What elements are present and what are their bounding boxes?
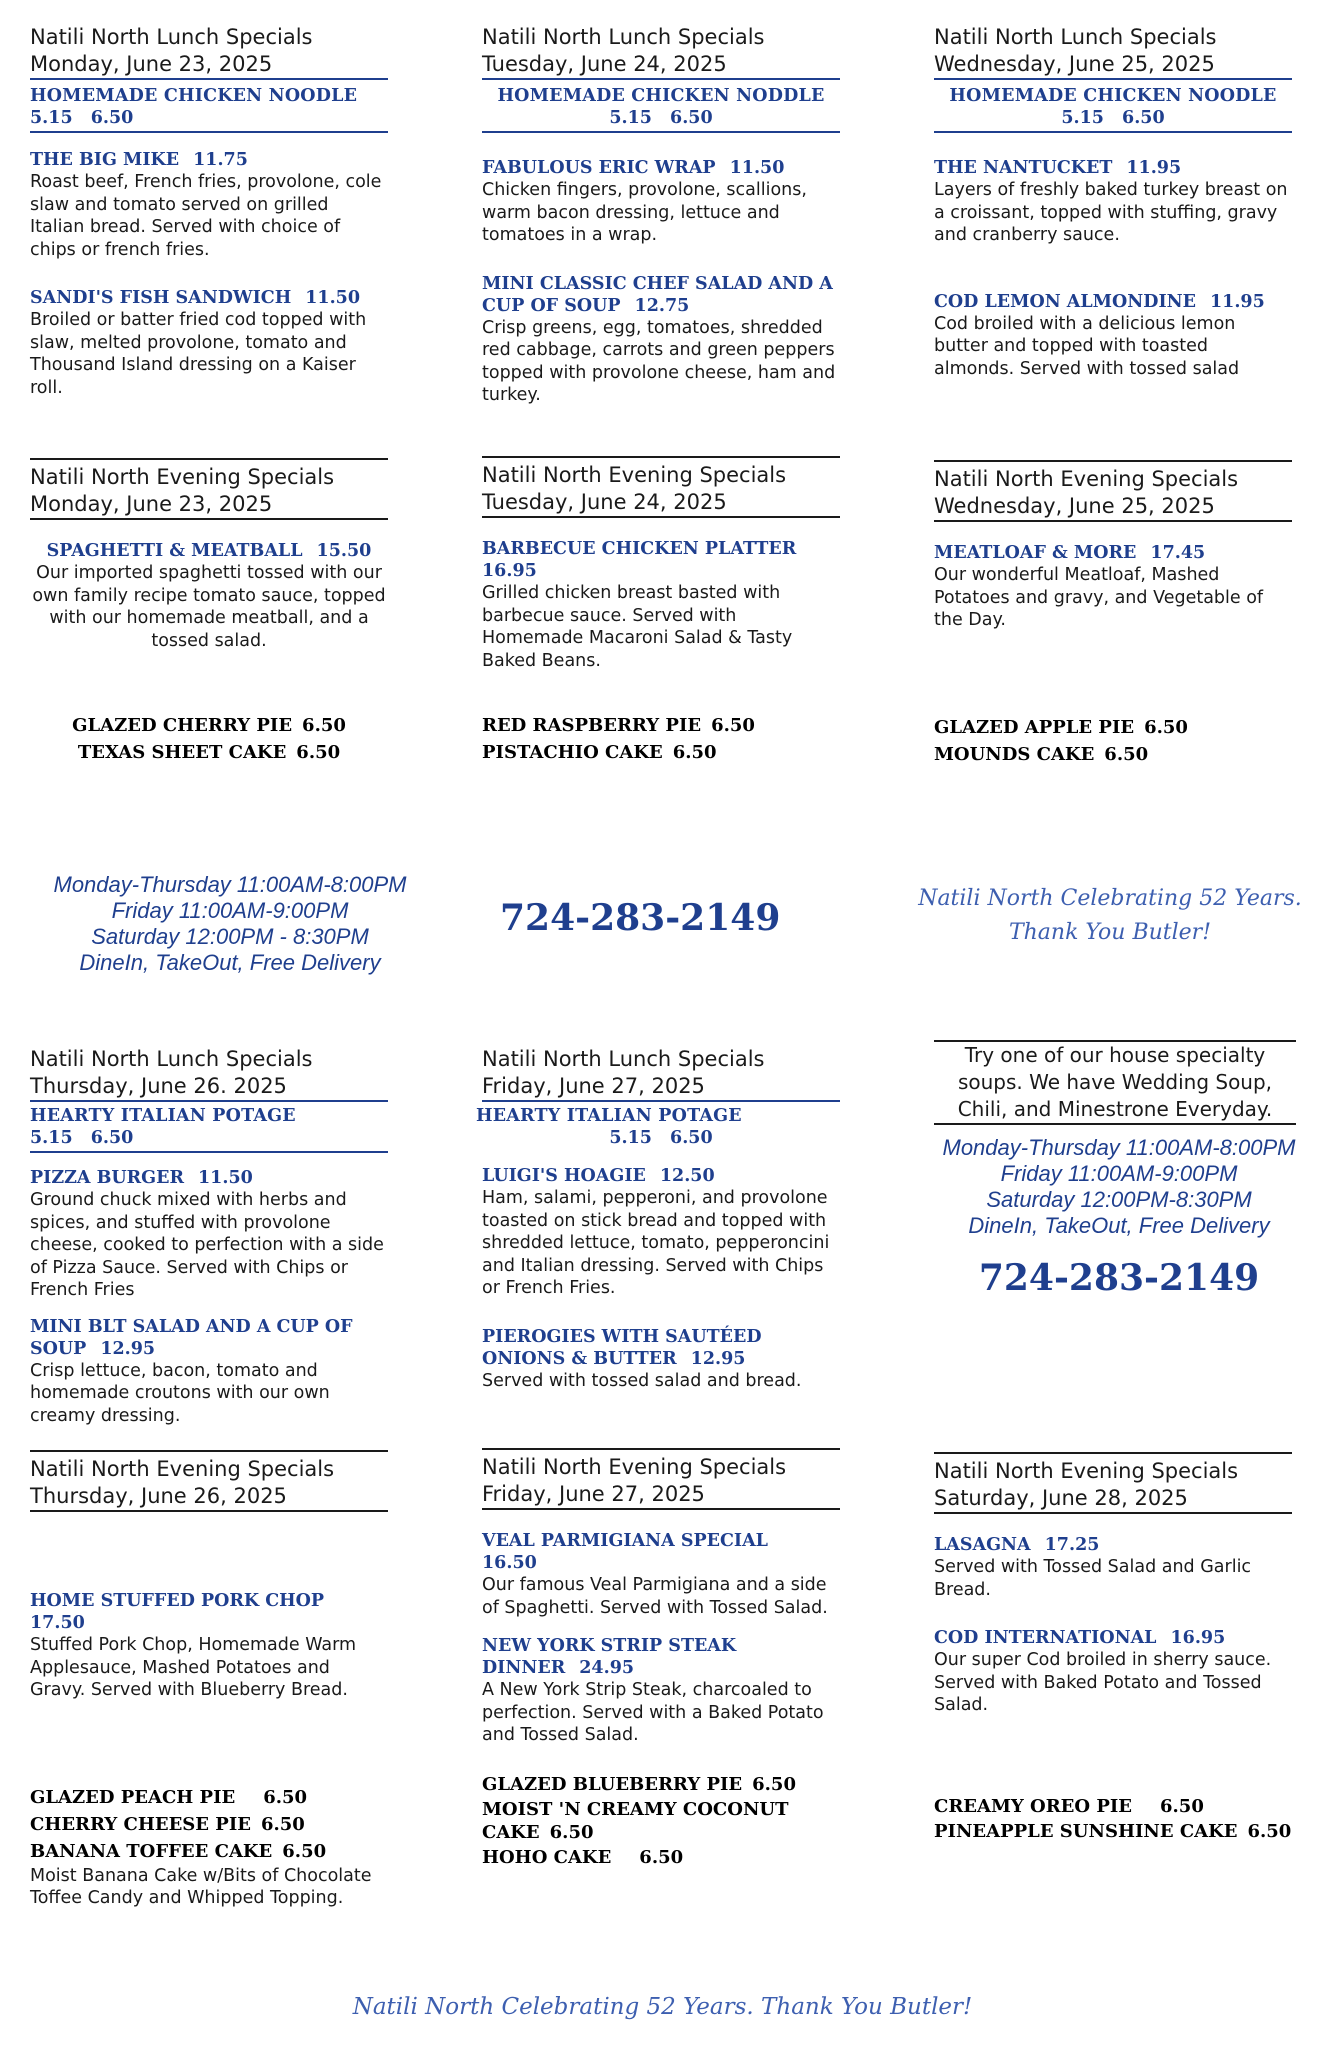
- dessert-name: RED RASPBERRY PIE: [482, 715, 702, 736]
- soup-name: HEARTY ITALIAN POTAGE: [30, 1106, 296, 1126]
- dish-name: LUIGI'S HOAGIE: [482, 1166, 646, 1186]
- celebration-line: Thank You Butler!: [1008, 920, 1212, 945]
- dish-description: Served with Tossed Salad and Garlic Bread.: [934, 1557, 1252, 1600]
- dish-description: Served with tossed salad and bread.: [482, 1370, 802, 1391]
- dish-title: [482, 1326, 840, 1370]
- evening-saturday: [934, 1452, 1292, 1843]
- dessert-item: [30, 712, 388, 739]
- section-date: Monday, June 23, 2025: [30, 52, 273, 76]
- hours-line: Saturday 12:00PM - 8:30PM: [91, 924, 369, 949]
- dish-description: Grilled chicken breast basted with barbecue sauce. Served with Homemade Macaroni Salad & Tasty Baked Beans.: [482, 583, 793, 671]
- hours-line: DineIn, TakeOut, Free Delivery: [968, 1213, 1270, 1238]
- dish-price: 16.95: [482, 561, 537, 581]
- footer-celebration: Natili North Celebrating 52 Years. Thank You Butler!: [352, 1994, 973, 2020]
- dessert-price: 6.50: [1247, 1820, 1292, 1842]
- dessert-price: 6.50: [752, 1773, 796, 1795]
- divider: [482, 1448, 840, 1450]
- evening-friday: [482, 1448, 840, 1871]
- dish-title: [30, 149, 388, 171]
- dish-price: 12.50: [659, 1166, 715, 1186]
- hours-line: DineIn, TakeOut, Free Delivery: [79, 950, 381, 975]
- dish-price: 11.75: [193, 150, 248, 170]
- dessert-item: [934, 1820, 1292, 1843]
- section-title: Natili North Evening Specials: [482, 463, 787, 487]
- hours-line: Monday-Thursday 11:00AM-8:00PM: [942, 1135, 1296, 1160]
- dish-name: VEAL PARMIGIANA SPECIAL: [482, 1531, 768, 1551]
- dish-description: Our super Cod broiled in sherry sauce. Served with Baked Potato and Tossed Salad.: [934, 1650, 1272, 1715]
- dessert-name: MOIST 'N CREAMY COCONUT CAKE: [482, 1798, 789, 1843]
- lunch-wednesday: [934, 24, 1292, 380]
- dish-description: Our imported spaghetti tossed with our own family recipe tomato sauce, topped with our homemade meatball, and a tossed salad.: [32, 563, 386, 651]
- section-title: Natili North Lunch Specials: [482, 25, 765, 49]
- dish-name: SANDI'S FISH SANDWICH: [30, 288, 292, 308]
- evening-monday: [30, 458, 388, 766]
- dish-title: [934, 542, 1292, 564]
- divider: [482, 1100, 840, 1102]
- dish-price: 17.25: [1044, 1535, 1100, 1555]
- dish-description: Stuffed Pork Chop, Homemade Warm Applesauce, Mashed Potatoes and Gravy. Served with Blueberry Bread.: [30, 1635, 357, 1700]
- lunch-thursday: [30, 1046, 388, 1427]
- dish-price: 11.50: [198, 1168, 253, 1188]
- specialty-soups-note: Try one of our house specialty soups. We have Wedding Soup, Chili, and Minestrone Everyday.: [957, 1043, 1273, 1121]
- dish-description: Crisp greens, egg, tomatoes, shredded red cabbage, carrots and green peppers topped with provolone cheese, ham and turkey.: [482, 317, 836, 405]
- soup-name: HOMEMADE CHICKEN NOODLE: [30, 86, 358, 106]
- hours-line: Friday 11:00AM-9:00PM: [1000, 1161, 1238, 1186]
- soup-name: HOMEMADE CHICKEN NODDLE: [497, 86, 825, 106]
- section-title: Natili North Evening Specials: [482, 1455, 787, 1479]
- dish-title: [482, 538, 840, 582]
- celebration-note: [900, 882, 1320, 950]
- dessert-description: Moist Banana Cake w/Bits of Chocolate Toffee Candy and Whipped Topping.: [30, 1865, 372, 1908]
- divider: [30, 1100, 388, 1102]
- dish-title: [30, 540, 388, 562]
- dish-description: Broiled or batter fried cod topped with slaw, melted provolone, tomato and Thousand Island dressing on a Kaiser roll.: [30, 310, 367, 398]
- section-title: Natili North Evening Specials: [30, 465, 335, 489]
- dish-title: [30, 1316, 388, 1360]
- section-date: Saturday, June 28, 2025: [934, 1486, 1188, 1510]
- dish-price: 11.95: [1209, 291, 1265, 312]
- lunch-monday: [30, 24, 388, 399]
- dessert-item: [934, 741, 1292, 768]
- dish-price: 24.95: [579, 1658, 635, 1678]
- hours-line: Friday 11:00AM-9:00PM: [111, 898, 349, 923]
- section-date: Friday, June 27, 2025: [482, 1074, 705, 1098]
- lunch-tuesday: [482, 24, 840, 407]
- divider: [30, 1450, 388, 1452]
- phone-number[interactable]: 724-283-2149: [978, 1257, 1260, 1299]
- dessert-price: 6.50: [1160, 1795, 1204, 1817]
- section-title: Natili North Lunch Specials: [30, 1047, 313, 1071]
- dish-name: MEATLOAF & MORE: [934, 543, 1137, 563]
- section-date: Monday, June 23, 2025: [30, 492, 273, 516]
- section-title: Natili North Evening Specials: [934, 467, 1239, 491]
- phone-number[interactable]: 724-283-2149: [500, 897, 781, 939]
- divider: [482, 456, 840, 458]
- section-date: Wednesday, June 25, 2025: [934, 494, 1215, 518]
- dish-name: NEW YORK STRIP STEAK DINNER: [482, 1636, 737, 1678]
- dessert-price: 6.50: [302, 715, 346, 736]
- dish-title: [30, 1590, 388, 1634]
- dish-title: [482, 157, 840, 179]
- dish-price: 16.95: [1170, 1628, 1226, 1648]
- dessert-item: [30, 1838, 388, 1865]
- dish-title: [30, 1167, 388, 1189]
- dessert-price: 6.50: [263, 1786, 308, 1808]
- section-title: Natili North Lunch Specials: [934, 25, 1217, 49]
- dish-name: HOME STUFFED PORK CHOP: [30, 1591, 325, 1611]
- dessert-item: [934, 1793, 1292, 1820]
- dish-name: LASAGNA: [934, 1535, 1031, 1555]
- dessert-item: [482, 1771, 840, 1798]
- evening-thursday: [30, 1450, 388, 1910]
- dessert-name: BANANA TOFFEE CAKE: [30, 1840, 273, 1862]
- dish-price: 12.95: [100, 1338, 156, 1359]
- soup-price: 5.15 6.50: [30, 108, 134, 128]
- dessert-name: CHERRY CHEESE PIE: [30, 1813, 251, 1835]
- divider: [30, 458, 388, 460]
- dish-price: 16.50: [482, 1553, 537, 1573]
- dessert-name: MOUNDS CAKE: [934, 743, 1095, 765]
- dessert-name: GLAZED CHERRY PIE: [72, 715, 293, 736]
- soup-price: 5.15 6.50: [609, 108, 713, 128]
- dessert-name: GLAZED BLUEBERRY PIE: [482, 1773, 743, 1795]
- dessert-item: [482, 1798, 840, 1844]
- dish-name: SPAGHETTI & MEATBALL: [46, 541, 303, 561]
- dessert-name: TEXAS SHEET CAKE: [77, 742, 287, 763]
- dish-name: COD LEMON ALMONDINE: [934, 291, 1196, 312]
- hours-block: [20, 872, 440, 976]
- divider: [934, 1452, 1292, 1454]
- dish-description: Ham, salami, pepperoni, and provolone toasted on stick bread and topped with shredded lettuce, tomato, pepperoncini and Italian dressing. Served with Chips or French Fries.: [482, 1188, 830, 1298]
- dish-title: [934, 157, 1292, 179]
- dish-description: Chicken fingers, provolone, scallions, warm bacon dressing, lettuce and tomatoes in a wrap.: [482, 180, 807, 245]
- divider: [482, 78, 840, 80]
- celebration-line: Natili North Celebrating 52 Years.: [918, 886, 1302, 911]
- dessert-price: 6.50: [296, 742, 341, 763]
- dessert-name: PISTACHIO CAKE: [482, 742, 663, 763]
- section-date: Tuesday, June 24, 2025: [482, 490, 727, 514]
- dessert-item: [934, 714, 1292, 741]
- dish-name: BARBECUE CHICKEN PLATTER: [482, 539, 797, 559]
- dish-title: [934, 291, 1292, 313]
- soup-price: 5.15 6.50: [609, 1128, 713, 1148]
- section-title: Natili North Lunch Specials: [30, 25, 313, 49]
- dessert-item: [482, 739, 840, 766]
- dish-description: Roast beef, French fries, provolone, cole slaw and tomato served on grilled Italian bread. Served with choice of chips or french fries.: [30, 172, 382, 260]
- dish-price: 12.75: [634, 295, 690, 316]
- dessert-price: 6.50: [1104, 743, 1149, 765]
- evening-tuesday: [482, 456, 840, 766]
- dessert-name: PINEAPPLE SUNSHINE CAKE: [934, 1820, 1238, 1842]
- hours-line: Saturday 12:00PM-8:30PM: [986, 1187, 1252, 1212]
- dish-title: [934, 1627, 1292, 1649]
- dessert-name: GLAZED APPLE PIE: [934, 716, 1135, 738]
- dish-description: Our wonderful Meatloaf, Mashed Potatoes and gravy, and Vegetable of the Day.: [934, 565, 1264, 630]
- dish-title: [482, 1165, 840, 1187]
- dish-title: [482, 273, 840, 317]
- dish-description: Layers of freshly baked turkey breast on a croissant, topped with stuffing, gravy and cranberry sauce.: [934, 180, 1288, 245]
- dish-price: 11.95: [1126, 158, 1182, 178]
- soup-price: 5.15 6.50: [1061, 108, 1165, 128]
- dish-price: 11.50: [729, 158, 785, 178]
- dish-name: THE NANTUCKET: [934, 158, 1113, 178]
- dessert-name: GLAZED PEACH PIE: [30, 1786, 236, 1808]
- dessert-price: 6.50: [1144, 716, 1188, 738]
- section-date: Tuesday, June 24, 2025: [482, 52, 727, 76]
- lunch-friday: [476, 1046, 840, 1392]
- section-title: Natili North Evening Specials: [30, 1457, 335, 1481]
- dessert-item: [30, 739, 388, 766]
- section-date: Friday, June 27, 2025: [482, 1482, 705, 1506]
- dessert-name: CREAMY OREO PIE: [934, 1795, 1132, 1817]
- dessert-name: HOHO CAKE: [482, 1846, 612, 1868]
- dish-price: 11.50: [305, 288, 361, 308]
- dish-name: COD INTERNATIONAL: [934, 1628, 1157, 1648]
- soup-name: HOMEMADE CHICKEN NOODLE: [949, 86, 1277, 106]
- dish-name: PIZZA BURGER: [30, 1168, 184, 1188]
- divider: [934, 78, 1292, 80]
- dish-title: [934, 1534, 1292, 1556]
- dessert-price: 6.50: [672, 742, 717, 763]
- dish-description: Ground chuck mixed with herbs and spices, and stuffed with provolone cheese, cooked to perfection with a side of Pizza Sauce. Served with Chips or French Fries: [30, 1190, 384, 1300]
- dessert-item: [482, 1844, 840, 1871]
- dish-price: 12.95: [690, 1348, 746, 1369]
- dish-title: [482, 1530, 840, 1574]
- dish-description: A New York Strip Steak, charcoaled to perfection. Served with a Baked Potato and Tossed Salad.: [482, 1680, 824, 1745]
- section-date: Thursday, June 26. 2025: [30, 1074, 287, 1098]
- section-title: Natili North Lunch Specials: [482, 1047, 765, 1071]
- dish-name: THE BIG MIKE: [30, 150, 180, 170]
- evening-wednesday: [934, 460, 1292, 768]
- dessert-price: 6.50: [639, 1846, 684, 1868]
- dessert-item: [30, 1811, 388, 1838]
- dish-description: Crisp lettuce, bacon, tomato and homemade croutons with our own creamy dressing.: [30, 1360, 330, 1426]
- dish-price: 17.50: [30, 1613, 85, 1633]
- section-date: Thursday, June 26, 2025: [30, 1484, 287, 1508]
- soup-price: 5.15 6.50: [30, 1128, 134, 1148]
- divider: [934, 460, 1292, 462]
- dessert-price: 6.50: [282, 1840, 327, 1862]
- dessert-item: [482, 712, 840, 739]
- dish-name: MINI CLASSIC CHEF SALAD AND A CUP OF SOUP: [482, 273, 833, 316]
- dish-name: FABULOUS ERIC WRAP: [482, 158, 716, 178]
- dish-name: MINI BLT SALAD AND A CUP OF SOUP: [30, 1316, 353, 1359]
- dish-description: Cod broiled with a delicious lemon butter and topped with toasted almonds. Served with tossed salad: [934, 313, 1240, 379]
- dish-title: [482, 1635, 840, 1679]
- hours-line: Monday-Thursday 11:00AM-8:00PM: [53, 872, 407, 897]
- dish-price: 15.50: [316, 541, 372, 561]
- dessert-price: 6.50: [711, 715, 755, 736]
- dessert-price: 6.50: [549, 1821, 594, 1843]
- dish-name: PIEROGIES WITH SAUTÉED ONIONS & BUTTER: [482, 1326, 762, 1369]
- dessert-item: [30, 1784, 388, 1811]
- soup-name: HEARTY ITALIAN POTAGE: [476, 1106, 742, 1126]
- section-date: Wednesday, June 25, 2025: [934, 52, 1215, 76]
- dish-description: Our famous Veal Parmigiana and a side of Spaghetti. Served with Tossed Salad.: [482, 1575, 828, 1618]
- specialty-block: [924, 1040, 1314, 1299]
- divider: [30, 78, 388, 80]
- section-title: Natili North Evening Specials: [934, 1459, 1239, 1483]
- dessert-price: 6.50: [260, 1813, 305, 1835]
- dish-title: [30, 287, 388, 309]
- dish-price: 17.45: [1150, 543, 1206, 563]
